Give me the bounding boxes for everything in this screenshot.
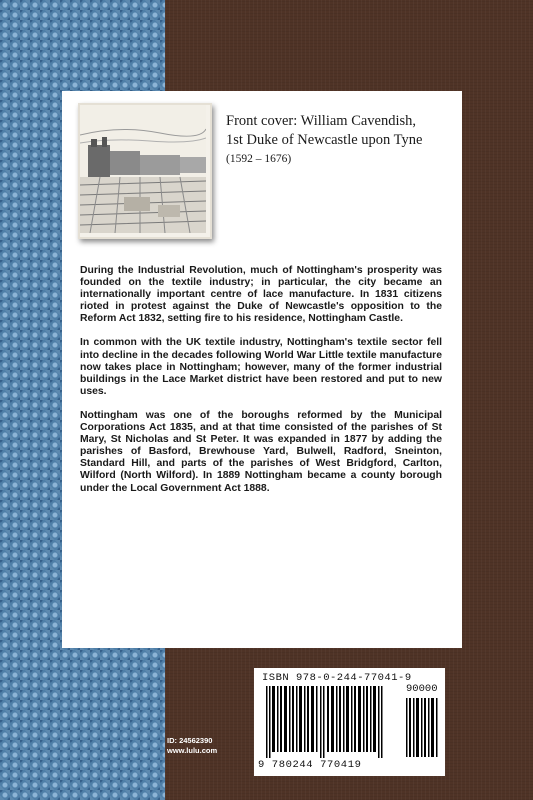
blurb-text — [80, 265, 442, 507]
price-code: 90000 — [406, 683, 438, 695]
isbn-text: ISBN 978-0-244-77041-9 — [262, 672, 412, 684]
ean-barcode — [262, 686, 402, 758]
barcode-digits: 9 780244 770419 — [258, 759, 362, 771]
caption-title-line: 1st Duke of Newcastle upon Tyne — [226, 132, 423, 148]
publisher-id: ID: 24562390 — [167, 736, 213, 745]
paragraph-borough-history: Nottingham was one of the boroughs reformed by the Municipal Corporations Act 1835, and at that time consisted of the parishes of St Mary, St Nicholas and St Peter. It was expanded in 1877 by adding the parishes of Basford, Brewhouse Yard, Bulwell, Radford, Sneinton, Standard Hill, and parts of the parishes of West Bridgford, Carlton, Wilford (North Wilford). In 1889 Nottingham became a county borough under the Local Government Act 1888. — [80, 409, 442, 494]
caption-name-line: Front cover: William Cavendish, — [226, 113, 417, 129]
cover-engraving-image — [78, 103, 212, 239]
addon-barcode — [406, 698, 440, 757]
paragraph-textile-decline: In common with the UK textile industry, Nottingham's textile sector fell into decline in the decades following World War Little textile manufacture now takes place in Nottingham; however, many of the former industrial buildings in the Lace Market district have been restored and put to new uses. — [80, 337, 442, 397]
publisher-info — [167, 736, 217, 756]
cover-caption — [226, 112, 451, 169]
caption-dates-line: (1592 – 1676) — [226, 153, 292, 165]
paragraph-industrial-revolution: During the Industrial Revolution, much of Nottingham's prosperity was founded on the textile industry; in particular, the city became an internationally important centre of lace manufacture. In 1831 citizens rioted in protest against the Duke of Newcastle's opposition to the Reform Act 1832, setting fire to his residence, Nottingham Castle. — [80, 265, 442, 325]
publisher-url: www.lulu.com — [167, 746, 218, 755]
barcode-box — [254, 668, 445, 776]
